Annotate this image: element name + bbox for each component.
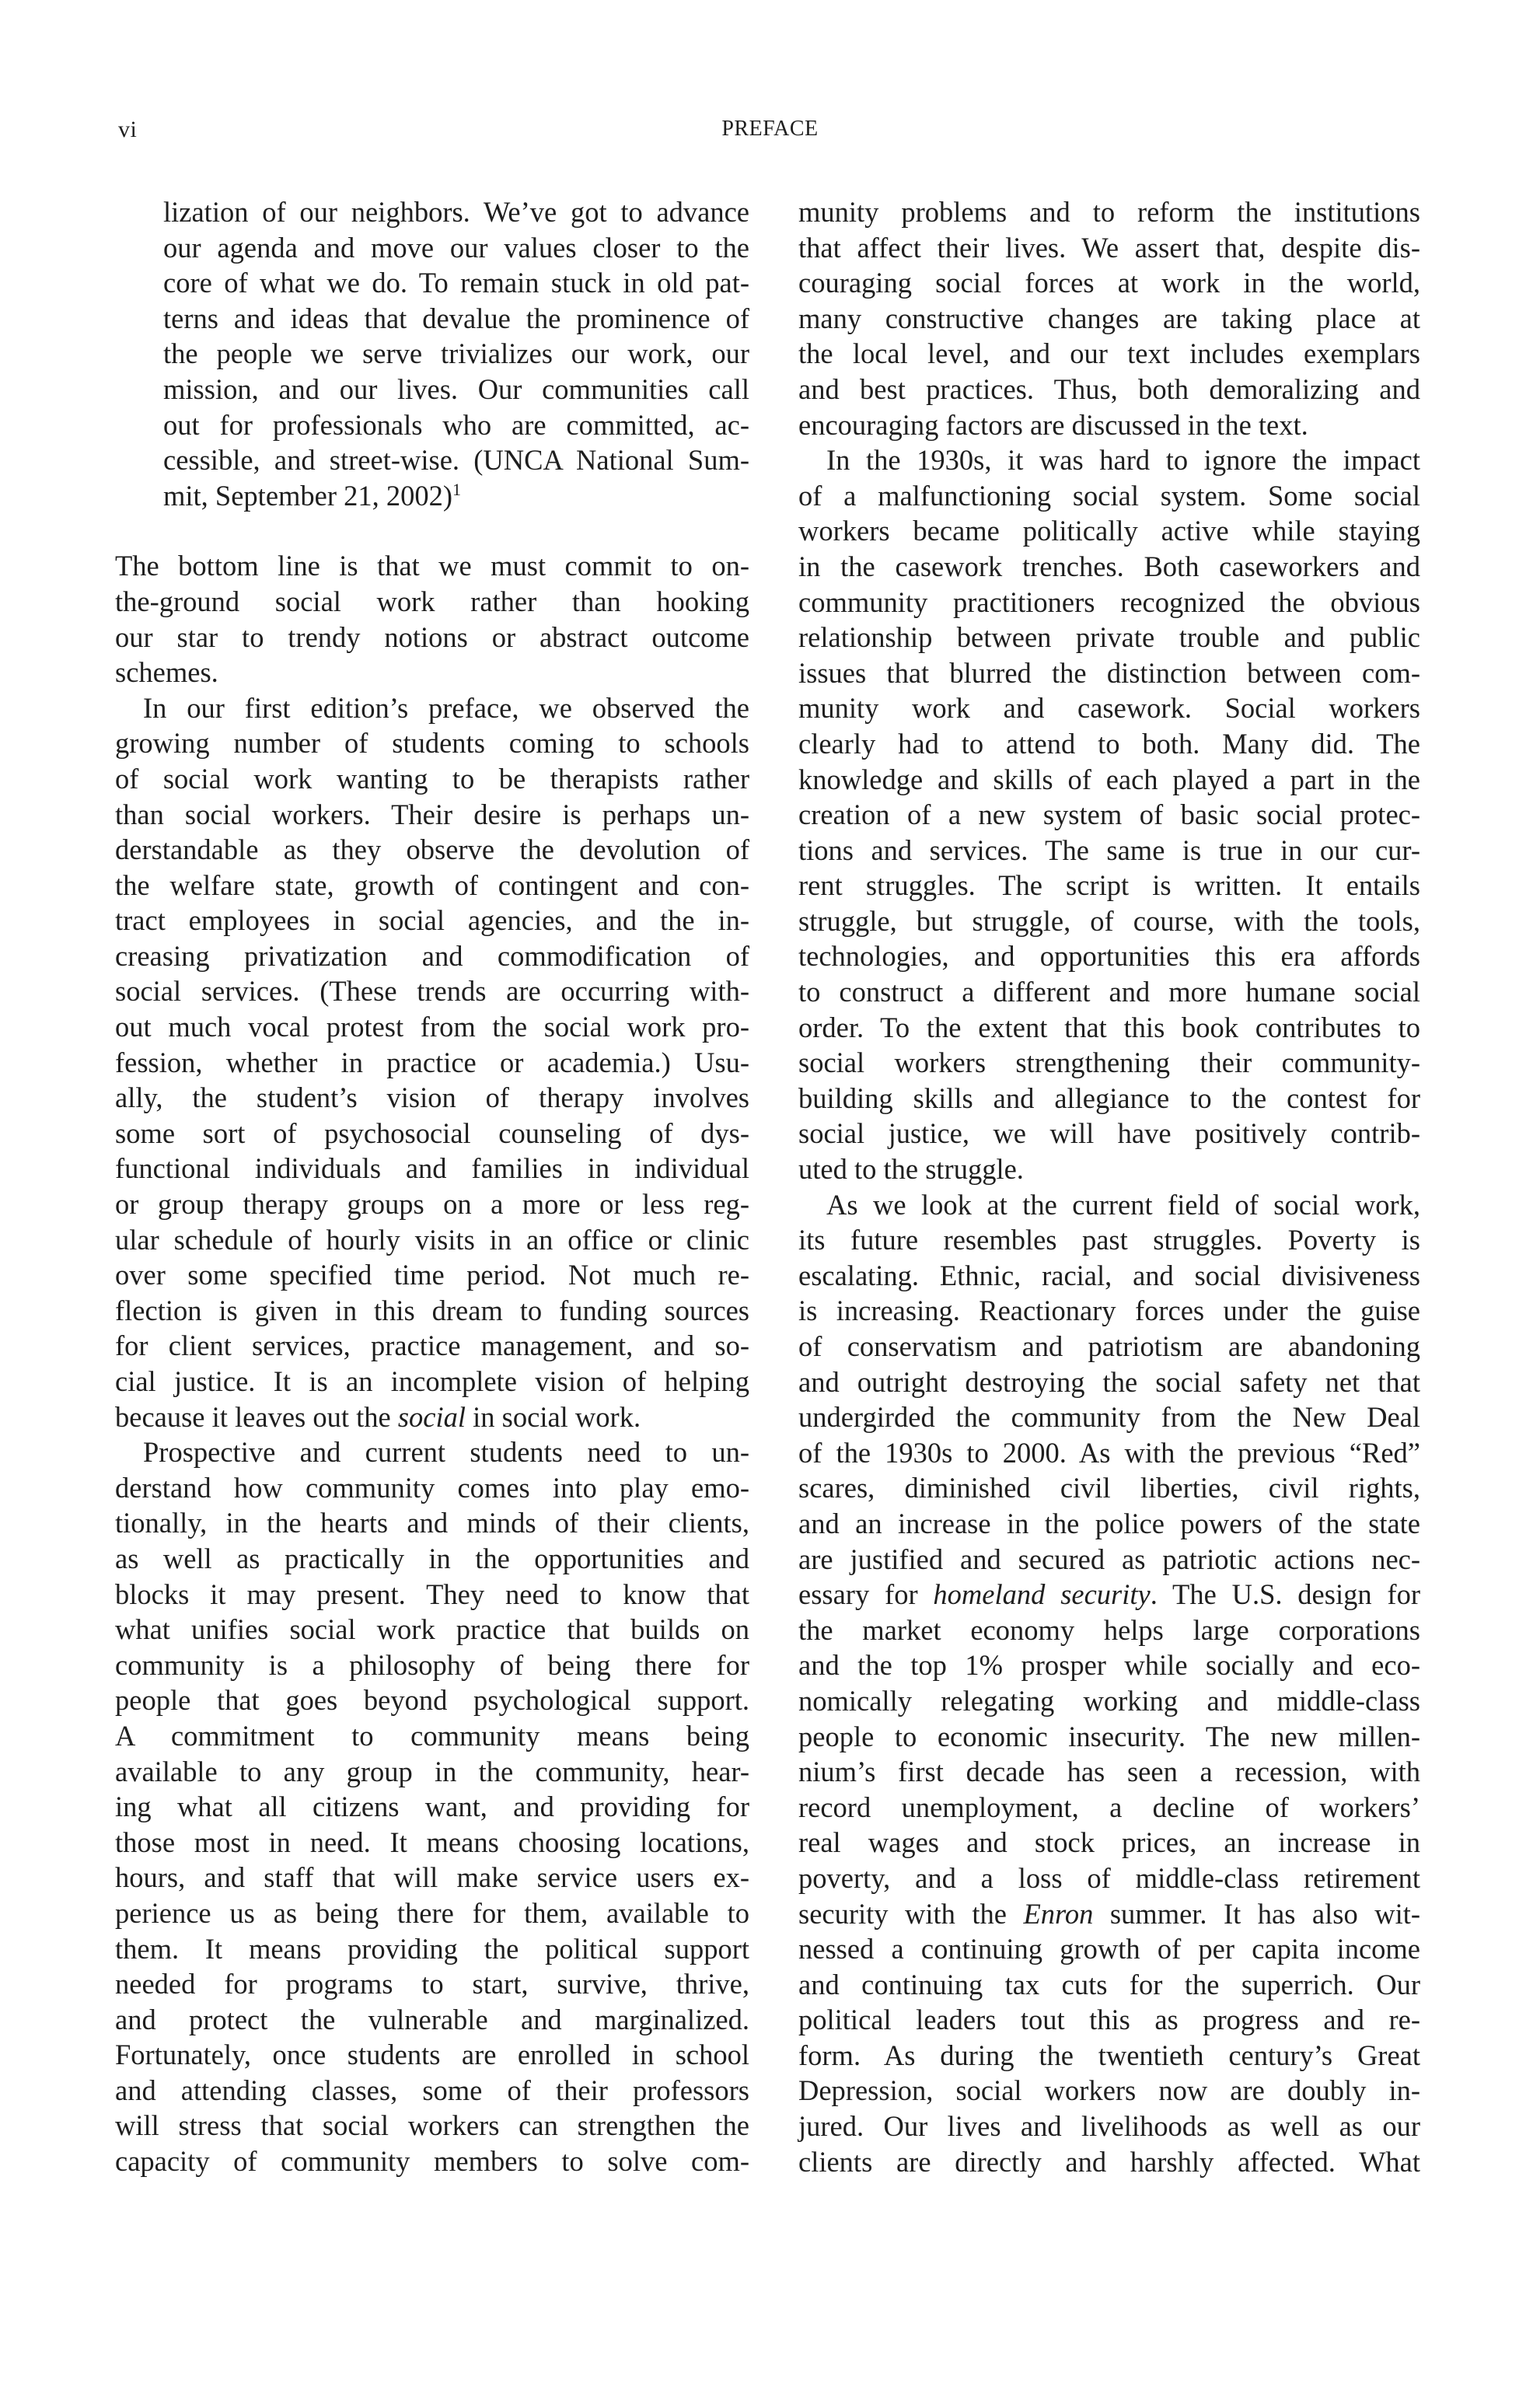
text-line: and attending classes, some of their professors [115,2074,749,2106]
text-line: that affect their lives. We assert that, despite dis- [798,231,1420,264]
text-line: cial justice. It is an incomplete vision of helping [115,1365,749,1397]
text-line: ally, the student’s vision of therapy involves [115,1081,749,1114]
text-line: to construct a different and more humane social [798,976,1420,1008]
text-line: social workers strengthening their community- [798,1047,1420,1079]
text-line: knowledge and skills of each played a part in the [798,763,1420,795]
text-line: community is a philosophy of being there for [115,1648,749,1681]
text-line: undergirded the community from the New Deal [798,1401,1420,1434]
text-line: cessible, and street-wise. (UNCA National Sum- [163,444,749,477]
text-line: nium’s first decade has seen a recession, with [798,1756,1420,1788]
text-line: and continuing tax cuts for the superrich. Our [798,1968,1420,2000]
text-line: our star to trendy notions or abstract outcome [115,620,749,653]
text-line: munity work and casework. Social workers [798,692,1420,725]
text-line: its future resembles past struggles. Poverty is [798,1224,1420,1256]
text-line: derstand how community comes into play emo- [115,1471,749,1504]
text-line: ing what all citizens want, and providing for [115,1791,749,1823]
text-line: escalating. Ethnic, racial, and social divisiveness [798,1259,1420,1291]
paragraph-first-edition [115,690,749,1434]
text-line: people that goes beyond psychological support. [115,1684,749,1717]
text-line: people to economic insecurity. The new millen- [798,1720,1420,1752]
footnote-reference[interactable]: 1 [452,479,462,499]
text-line: order. To the extent that this book contributes to [798,1011,1420,1043]
text-line: and outright destroying the social safety net that [798,1365,1420,1398]
text-line: record unemployment, a decline of workers’ [798,1791,1420,1823]
running-head-title: PREFACE [721,117,819,141]
text-line: relationship between private trouble and public [798,621,1420,654]
text-line: tract employees in social agencies, and the in- [115,904,749,937]
text-line: social services. (These trends are occurring with- [115,975,749,1008]
italic-emphasis: homeland security [933,1578,1151,1611]
text-line: mit, September 21, 2002)$^1$ [163,479,462,512]
text-line: and best practices. Thus, both demoralizing and [798,372,1420,405]
text-line: the welfare state, growth of contingent and con- [115,868,749,901]
text-line: struggle, but struggle, of course, with the tools, [798,904,1420,937]
italic-emphasis: social [397,1400,466,1433]
paragraph-1930s [798,442,1420,1186]
text-line: poverty, and a loss of middle-class retirement [798,1861,1420,1894]
text-line: creation of a new system of basic social protec- [798,798,1420,831]
text-line: fession, whether in practice or academia.) Usu- [115,1046,749,1078]
text-line: social justice, we will have positively contrib- [798,1117,1420,1150]
text-line: real wages and stock prices, an increase in [798,1826,1420,1859]
italic-emphasis: Enron [1023,1897,1094,1930]
text-line: political leaders tout this as progress and re- [798,2004,1420,2036]
text-line: Fortunately, once students are enrolled in school [115,2039,749,2071]
text-line: As we look at the current field of social work, [826,1188,1420,1221]
text-line: nessed a continuing growth of per capita income [798,1933,1420,1965]
text-line: clients are directly and harshly affected. What [798,2145,1420,2178]
left-column [115,194,749,2179]
paragraph-community-problems [798,194,1420,442]
text-line: building skills and allegiance to the contest for [798,1081,1420,1114]
text-line: will stress that social workers can strengthen the [115,2109,749,2142]
text-line: needed for programs to start, survive, thrive, [115,1968,749,2000]
text-line: tionally, in the hearts and minds of their clients, [115,1507,749,1539]
text-line: is increasing. Reactionary forces under the guise [798,1295,1420,1327]
text-line: of a malfunctioning social system. Some social [798,479,1420,512]
text-line: those most in need. It means choosing locations, [115,1826,749,1858]
text-line: and an increase in the police powers of the state [798,1507,1420,1539]
text-line: available to any group in the community, hear- [115,1755,749,1787]
text-line: schemes. [115,656,218,689]
text-line: rent struggles. The script is written. It entails [798,869,1420,902]
text-line: scares, diminished civil liberties, civil rights, [798,1472,1420,1504]
text-line: issues that blurred the distinction between com- [798,656,1420,689]
text-line: growing number of students coming to schools [115,727,749,760]
text-line: lization of our neighbors. We’ve got to advance [163,196,749,228]
text-line: as well as practically in the opportunities and [115,1542,749,1574]
block-quote [163,194,749,513]
text-line: them. It means providing the political support [115,1932,749,1965]
text-line: mission, and our lives. Our communities call [163,372,749,405]
paragraph-current-field [798,1187,1420,2180]
text-line: of conservatism and patriotism are abandoning [798,1330,1420,1362]
text-line: encouraging factors are discussed in the text. [798,408,1308,441]
text-line: some sort of psychosocial counseling of dys- [115,1116,749,1149]
text-line: jured. Our lives and livelihoods as well as our [798,2110,1420,2143]
text-line: the people we serve trivializes our work, our [163,337,749,370]
text-line: of social work wanting to be therapists rather [115,762,749,795]
text-line: many constructive changes are taking place at [798,302,1420,334]
text-line: Depression, social workers now are doubly in- [798,2074,1420,2107]
text-line: in the casework trenches. Both caseworkers and [798,550,1420,582]
text-line: are justified and secured as patriotic actions nec- [798,1543,1420,1575]
text-line: terns and ideas that devalue the prominence of [163,302,749,334]
text-line: hours, and staff that will make service users ex- [115,1861,749,1894]
text-line: In our first edition’s preface, we observed the [143,691,749,724]
text-line: and the top 1% prosper while socially and eco- [798,1649,1420,1682]
text-line: functional individuals and families in individual [115,1152,749,1185]
text-line: for client services, practice management, and so- [115,1330,749,1362]
text-line: capacity of community members to solve com- [115,2145,749,2178]
text-line: form. As during the twentieth century’s Great [798,2039,1420,2071]
text-line: perience us as being there for them, available to [115,1896,749,1929]
paragraph-bottom-line [115,548,749,690]
text-line: because it leaves out the social in social work. [115,1400,641,1433]
text-line: our agenda and move our values closer to the [163,231,749,264]
text-line: workers became politically active while staying [798,515,1420,547]
text-line: Prospective and current students need to un- [143,1436,749,1469]
text-line: out for professionals who are committed, ac- [163,408,749,441]
text-line: over some specified time period. Not much re- [115,1259,749,1291]
text-line: and protect the vulnerable and marginalized. [115,2003,749,2035]
text-line: uted to the struggle. [798,1153,1024,1186]
text-line: core of what we do. To remain stuck in old pat- [163,267,749,299]
text-line: the market economy helps large corporations [798,1613,1420,1646]
text-line: tions and services. The same is true in our cur- [798,833,1420,866]
text-line: or group therapy groups on a more or less reg- [115,1188,749,1221]
text-line: out much vocal protest from the social work pro- [115,1011,749,1043]
text-line: technologies, and opportunities this era affords [798,940,1420,973]
text-line: essary for homeland security. The U.S. design for [798,1578,1420,1611]
text-line: creasing privatization and commodification of [115,939,749,972]
page-number: vi [118,117,138,142]
text-line: of the 1930s to 2000. As with the previous “Red” [798,1436,1420,1469]
text-line: the local level, and our text includes exemplars [798,337,1420,370]
text-line: what unifies social work practice that builds on [115,1613,749,1646]
text-line: blocks it may present. They need to know that [115,1578,749,1610]
text-line: clearly had to attend to both. Many did. The [798,727,1420,760]
text-line: couraging social forces at work in the world, [798,267,1420,299]
text-line: community practitioners recognized the obvious [798,585,1420,618]
text-line: The bottom line is that we must commit to on- [115,550,749,582]
text-line: munity problems and to reform the institutions [798,196,1420,228]
right-column [798,194,1420,2179]
paragraph-prospective-students [115,1434,749,2179]
text-line: security with the Enron summer. It has also wit- [798,1897,1421,1930]
text-line: A commitment to community means being [115,1719,749,1752]
text-line: ular schedule of hourly visits in an office or clinic [115,1223,749,1256]
text-line: In the 1930s, it was hard to ignore the impact [826,444,1420,477]
text-line: the-ground social work rather than hooking [115,585,749,617]
text-line: derstandable as they observe the devolution of [115,833,749,866]
text-line: than social workers. Their desire is perhaps un- [115,798,749,830]
running-head [0,117,1540,148]
text-line: nomically relegating working and middle-class [798,1684,1420,1717]
text-line: flection is given in this dream to funding sources [115,1294,749,1326]
